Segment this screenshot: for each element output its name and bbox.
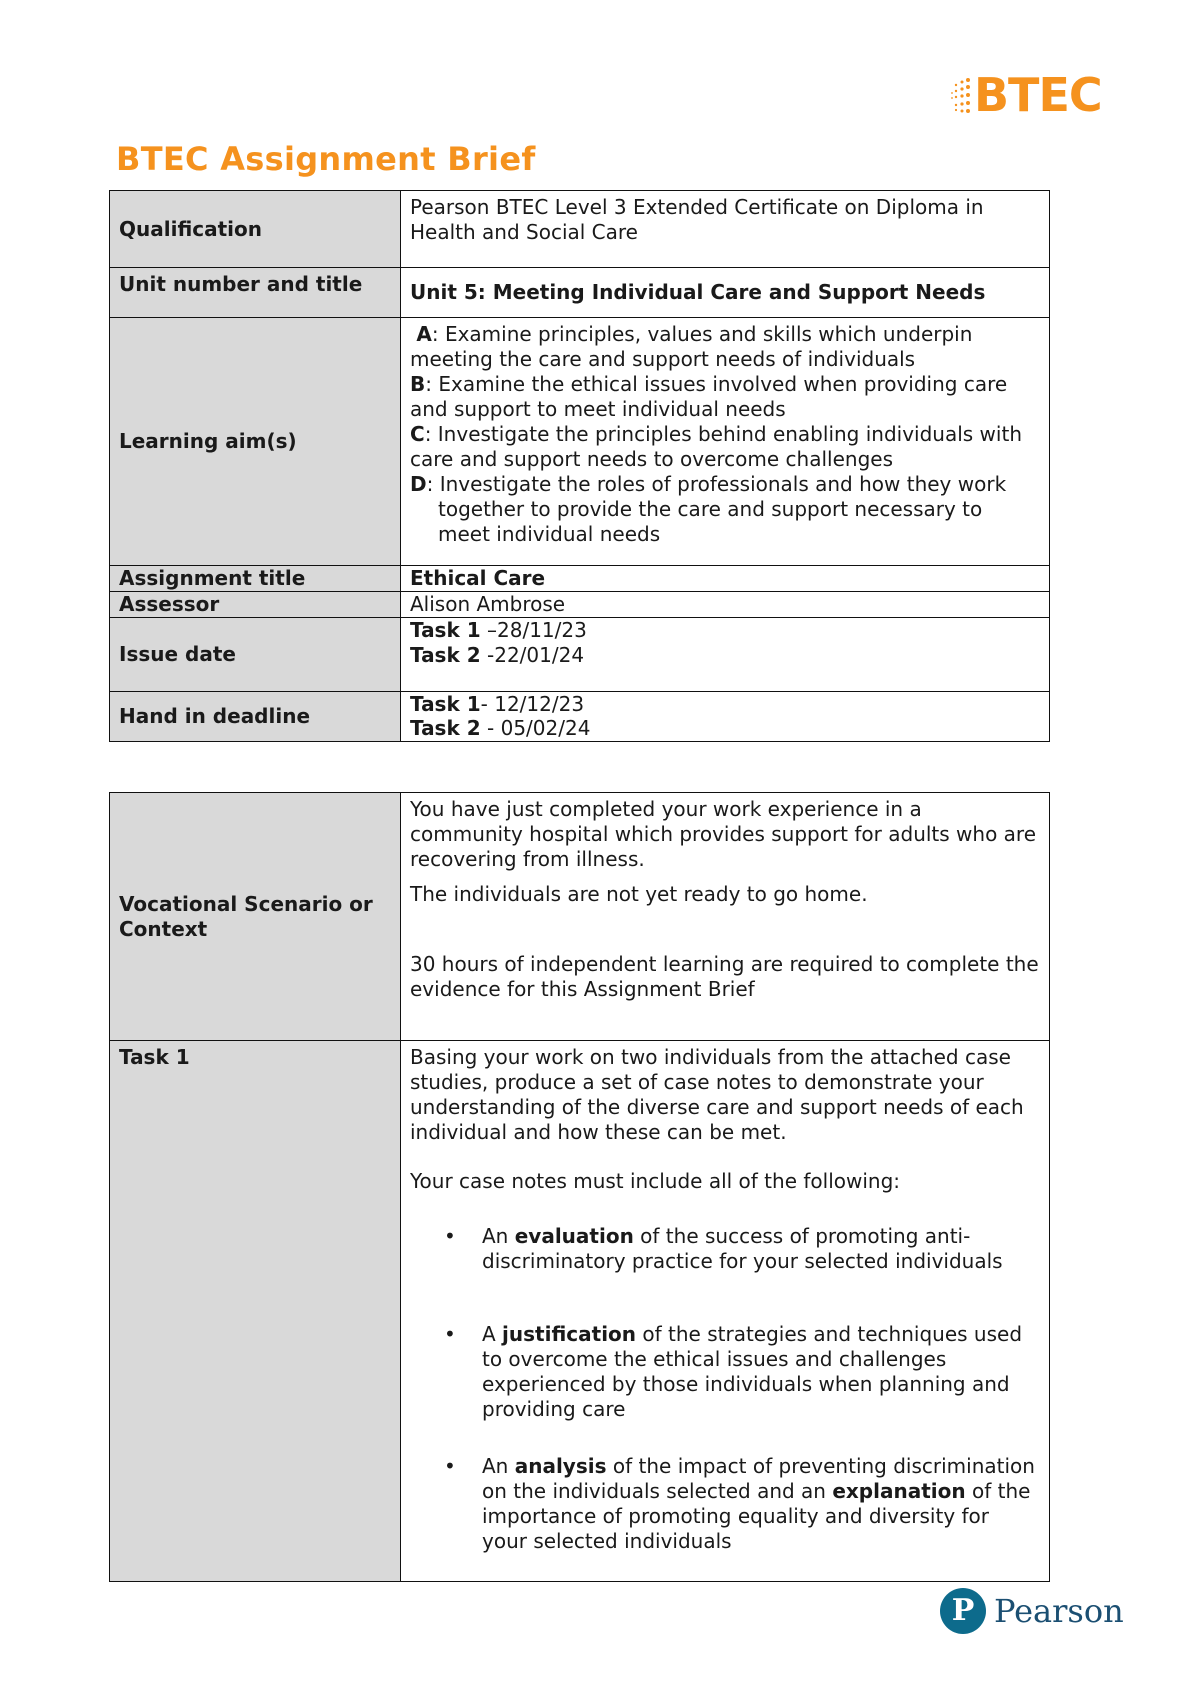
unit-value: Unit 5: Meeting Individual Care and Support Needs <box>401 268 1050 318</box>
issue-date-task-2: Task 2 -22/01/24 <box>410 643 585 667</box>
assignment-title-label: Assignment title <box>110 566 401 592</box>
assignment-title-row <box>110 566 1050 592</box>
task-1-label: Task 1 <box>110 1041 401 1582</box>
qualification-label: Qualification <box>110 191 401 268</box>
page-title: BTEC Assignment Brief <box>116 140 536 178</box>
assessor-label: Assessor <box>110 592 401 618</box>
assessor-row <box>110 592 1050 618</box>
pearson-wordmark: Pearson <box>994 1592 1124 1630</box>
aim-c: C: Investigate the principles behind enabling individuals with care and support needs to overcome challenges <box>410 422 1022 471</box>
learning-aims-value <box>401 318 1050 566</box>
scenario-paragraph: The individuals are not yet ready to go home. <box>410 882 868 906</box>
task-1-intro: Basing your work on two individuals from the attached case studies, produce a set of case notes to demonstrate your understanding of the diverse care and support needs of each individual and how these can be met. <box>410 1045 1024 1144</box>
btec-logo <box>950 68 1102 122</box>
scenario-paragraph: 30 hours of independent learning are required to complete the evidence for this Assignment Brief <box>410 952 1039 1001</box>
assessor-value: Alison Ambrose <box>401 592 1050 618</box>
bullet-icon: • <box>444 1224 456 1248</box>
learning-aims-row <box>110 318 1050 566</box>
task-1-content <box>410 1045 1040 1577</box>
bullet-icon: • <box>444 1322 456 1346</box>
deadline-value <box>401 692 1050 742</box>
deadline-row <box>110 692 1050 742</box>
issue-date-value <box>401 618 1050 692</box>
task-1-include: Your case notes must include all of the following: <box>410 1169 901 1193</box>
aim-d: D: Investigate the roles of professionals and how they work together to provide the care and support necessary to meet individual needs <box>410 472 1007 546</box>
bullet-icon: • <box>444 1454 456 1478</box>
task-1-row <box>110 1041 1050 1582</box>
pearson-logo <box>940 1588 1124 1638</box>
aim-b: B: Examine the ethical issues involved when providing care and support to meet individual needs <box>410 372 1008 421</box>
qualification-row <box>110 191 1050 268</box>
assignment-title-value: Ethical Care <box>401 566 1050 592</box>
pearson-p-icon: P <box>940 1588 986 1634</box>
learning-aims-label: Learning aim(s) <box>110 318 401 566</box>
scenario-value <box>401 793 1050 1041</box>
scenario-paragraph: You have just completed your work experience in a community hospital which provides support for adults who are recovering from illness. <box>410 797 1037 871</box>
deadline-task-1: Task 1- 12/12/23 <box>410 692 585 716</box>
scenario-label: Vocational Scenario or Context <box>110 793 401 1041</box>
deadline-label: Hand in deadline <box>110 692 401 742</box>
scenario-task-table <box>109 792 1050 1582</box>
aim-a: A: Examine principles, values and skills which underpin meeting the care and support needs of individuals <box>410 322 973 371</box>
list-item: • An evaluation of the success of promoting anti-discriminatory practice for your selected individuals <box>444 1224 1003 1273</box>
list-item: • A justification of the strategies and techniques used to overcome the ethical issues and challenges experienced by those individuals when planning and providing care <box>444 1322 1023 1421</box>
logo-text: BTEC <box>974 68 1102 122</box>
qualification-value: Pearson BTEC Level 3 Extended Certificate on Diploma in Health and Social Care <box>401 191 1050 268</box>
deadline-task-2: Task 2 - 05/02/24 <box>410 716 591 740</box>
assignment-details-table <box>109 190 1050 742</box>
list-item: • An analysis of the impact of preventing discrimination on the individuals selected and an explanation of the importance of promoting equality and diversity for your selected individuals <box>444 1454 1035 1553</box>
issue-date-task-1: Task 1 –28/11/23 <box>410 618 587 642</box>
issue-date-label: Issue date <box>110 618 401 692</box>
logo-dots-icon <box>950 76 972 116</box>
issue-date-row <box>110 618 1050 692</box>
unit-label: Unit number and title <box>110 268 401 318</box>
task-1-value <box>401 1041 1050 1582</box>
scenario-row <box>110 793 1050 1041</box>
task-1-bullet-list <box>410 1224 1040 1577</box>
unit-row <box>110 268 1050 318</box>
